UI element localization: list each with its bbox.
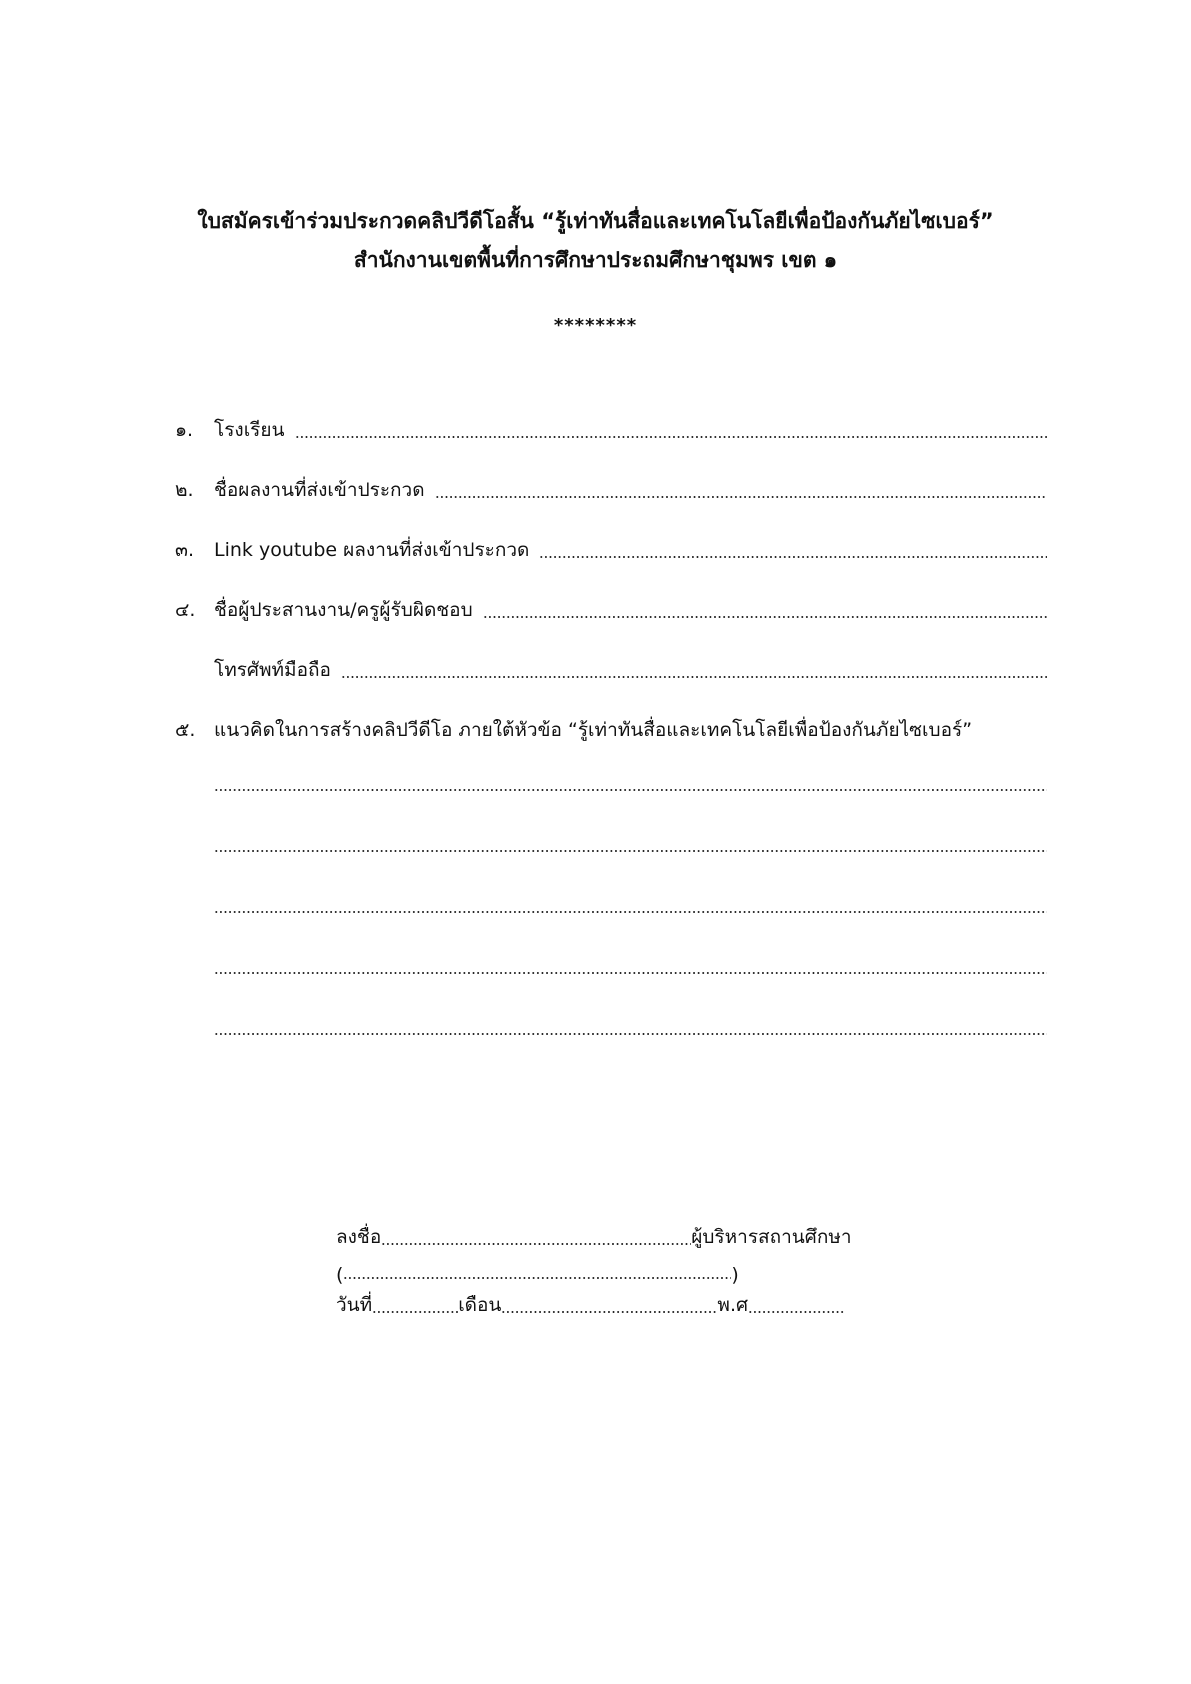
year-label: พ.ศ (717, 1294, 749, 1316)
concept-answer-line[interactable] (214, 850, 1047, 852)
paren-close: ) (731, 1264, 739, 1286)
signature-line (336, 1222, 852, 1252)
school-dotted-line[interactable] (295, 436, 1047, 438)
mobile-phone-label: โทรศัพท์มือถือ (214, 659, 331, 681)
youtube-link-field[interactable] (175, 531, 1047, 565)
item-number: ๑. (175, 419, 194, 441)
concept-label: แนวคิดในการสร้างคลิปวีดีโอ ภายใต้หัวข้อ “รู้เท่าทันสื่อและเทคโนโลยีเพื่อป้องกันภัยไซเบอร์” (214, 719, 973, 741)
school-field[interactable] (175, 411, 1047, 445)
date-label: วันที่ (336, 1294, 373, 1316)
coordinator-label: ชื่อผู้ประสานงาน/ครูผู้รับผิดชอบ (214, 599, 473, 621)
concept-answer-line[interactable] (214, 911, 1047, 913)
youtube-link-label: Link youtube ผลงานที่ส่งเข้าประกวด (214, 539, 530, 561)
month-label: เดือน (458, 1294, 502, 1316)
printed-name-line (336, 1256, 739, 1286)
office-name: สำนักงานเขตพื้นที่การศึกษาประถมศึกษาชุมพร เขต ๑ (353, 248, 838, 272)
item-number: ๒. (175, 479, 194, 501)
printed-name-dotted-line[interactable] (343, 1277, 731, 1279)
day-dotted-line[interactable] (372, 1311, 458, 1313)
coordinator-dotted-line[interactable] (483, 616, 1047, 618)
school-label: โรงเรียน (214, 419, 285, 441)
month-dotted-line[interactable] (501, 1311, 717, 1313)
mobile-phone-field[interactable] (214, 651, 1047, 685)
item-number: ๓. (175, 539, 195, 561)
year-dotted-line[interactable] (748, 1311, 844, 1313)
concept-answer-line[interactable] (214, 789, 1047, 791)
youtube-link-dotted-line[interactable] (539, 556, 1047, 558)
paren-open: ( (336, 1264, 344, 1286)
separator-stars: ******** (553, 315, 638, 336)
signature-role: ผู้บริหารสถานศึกษา (691, 1226, 852, 1248)
item-number: ๔. (175, 599, 196, 621)
form-title: ใบสมัครเข้าร่วมประกวดคลิปวีดีโอสั้น “รู้เท่าทันสื่อและเทคโนโลยีเพื่อป้องกันภัยไซเบอร์” (197, 209, 994, 233)
concept-answer-line[interactable] (214, 972, 1047, 974)
coordinator-field[interactable] (175, 591, 1047, 625)
item-number: ๕. (175, 719, 196, 741)
work-title-label: ชื่อผลงานที่ส่งเข้าประกวด (214, 479, 425, 501)
signature-prefix: ลงชื่อ (336, 1226, 382, 1248)
concept-answer-line[interactable] (214, 1033, 1047, 1035)
concept-heading (175, 711, 1047, 745)
mobile-phone-dotted-line[interactable] (341, 676, 1047, 678)
work-title-field[interactable] (175, 471, 1047, 505)
signature-dotted-line[interactable] (381, 1243, 691, 1245)
work-title-dotted-line[interactable] (435, 496, 1047, 498)
date-line (336, 1290, 844, 1320)
